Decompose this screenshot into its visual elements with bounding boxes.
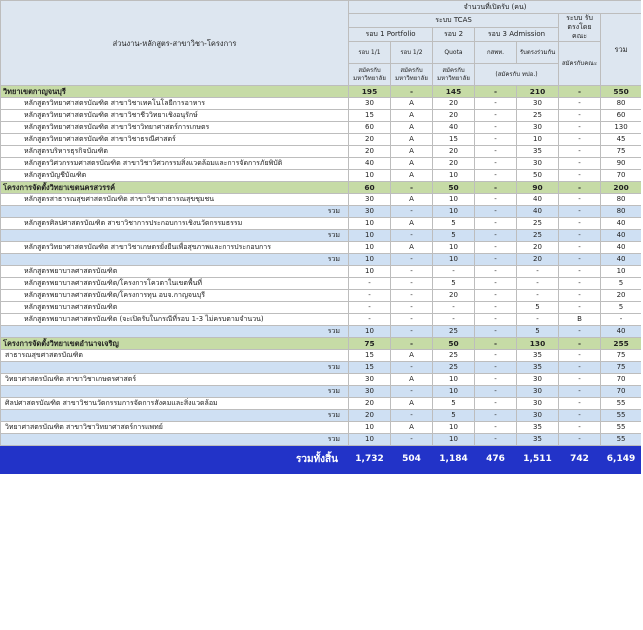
value-cell: 20 <box>433 146 475 158</box>
value-cell: - <box>559 170 601 182</box>
value-cell: A <box>391 194 433 206</box>
table-row <box>1 242 642 254</box>
value-cell: - <box>559 110 601 122</box>
value-cell: 10 <box>433 254 475 266</box>
value-cell: 30 <box>349 206 391 218</box>
header-r1-2: รอบ 1/2 <box>391 42 433 64</box>
value-cell: - <box>559 326 601 338</box>
value-cell: 5 <box>433 230 475 242</box>
header-left-title: ส่วนงาน-หลักสูตร-สาขาวิชา-โครงการ <box>1 1 349 86</box>
value-cell: 5 <box>433 410 475 422</box>
value-cell: - <box>559 242 601 254</box>
value-cell: 30 <box>517 374 559 386</box>
value-cell: - <box>559 218 601 230</box>
value-cell: - <box>559 266 601 278</box>
value-cell: A <box>391 398 433 410</box>
value-cell: - <box>391 182 433 194</box>
value-cell: 25 <box>433 326 475 338</box>
value-cell: - <box>559 146 601 158</box>
value-cell: 40 <box>601 254 642 266</box>
value-cell: 90 <box>517 182 559 194</box>
value-cell: - <box>559 422 601 434</box>
program-label: หลักสูตรวิทยาศาสตรบัณฑิต สาขาวิชาชีววิทยาเชิงอนุรักษ์ <box>1 110 349 122</box>
value-cell: 40 <box>601 218 642 230</box>
value-cell: 20 <box>349 398 391 410</box>
table-row <box>1 170 642 182</box>
value-cell: 10 <box>349 326 391 338</box>
value-cell: - <box>559 434 601 446</box>
table-row <box>1 98 642 110</box>
value-cell: - <box>475 218 517 230</box>
value-cell: 5 <box>601 302 642 314</box>
header-r1-1: รอบ 1/1 <box>349 42 391 64</box>
value-cell: - <box>433 302 475 314</box>
value-cell: - <box>559 206 601 218</box>
program-label: หลักสูตรวิทยาศาสตรบัณฑิต สาขาวิชาเทคโนโลยีการอาหาร <box>1 98 349 110</box>
value-cell: 30 <box>349 194 391 206</box>
value-cell: 80 <box>601 194 642 206</box>
value-cell: - <box>391 86 433 98</box>
value-cell: - <box>475 194 517 206</box>
value-cell: 50 <box>517 170 559 182</box>
value-cell: 10 <box>433 374 475 386</box>
program-label: หลักสูตรพยาบาลศาสตรบัณฑิต/โครงการทุน อบจ.กาญจนบุรี <box>1 290 349 302</box>
value-cell: 55 <box>601 434 642 446</box>
value-cell: 25 <box>517 218 559 230</box>
value-cell: 60 <box>601 110 642 122</box>
program-label: ศิลปศาสตรบัณฑิต สาขาวิชานวัตกรรมการจัดการสังคมและสิ่งแวดล้อม <box>1 398 349 410</box>
value-cell: 20 <box>601 290 642 302</box>
value-cell: - <box>391 326 433 338</box>
value-cell: - <box>475 98 517 110</box>
value-cell: 145 <box>433 86 475 98</box>
value-cell: 35 <box>517 146 559 158</box>
program-label: หลักสูตรวิทยาศาสตรบัณฑิต สาขาวิชาธรณีศาสตร์ <box>1 134 349 146</box>
header-apply-tpo: (สมัครกับ ทปอ.) <box>475 64 559 86</box>
value-cell: - <box>601 314 642 326</box>
value-cell: - <box>517 314 559 326</box>
value-cell: 5 <box>433 278 475 290</box>
section-row <box>1 338 642 350</box>
value-cell: - <box>475 158 517 170</box>
value-cell: 50 <box>433 338 475 350</box>
value-cell: - <box>475 230 517 242</box>
value-cell: - <box>559 362 601 374</box>
value-cell: 20 <box>349 146 391 158</box>
value-cell: 20 <box>433 110 475 122</box>
value-cell: 5 <box>433 218 475 230</box>
value-cell: - <box>475 386 517 398</box>
table-row <box>1 290 642 302</box>
value-cell: 40 <box>517 206 559 218</box>
value-cell: - <box>475 86 517 98</box>
value-cell: - <box>475 290 517 302</box>
value-cell: 15 <box>433 134 475 146</box>
program-label: หลักสูตรพยาบาลศาสตรบัณฑิต <box>1 302 349 314</box>
header-round1: รอบ 1 Portfolio <box>349 28 433 42</box>
value-cell: 30 <box>349 386 391 398</box>
value-cell: - <box>475 398 517 410</box>
table-row <box>1 194 642 206</box>
value-cell: 20 <box>433 158 475 170</box>
table-row <box>1 134 642 146</box>
value-cell: - <box>559 302 601 314</box>
value-cell: - <box>559 398 601 410</box>
value-cell: 30 <box>517 386 559 398</box>
value-cell: 55 <box>601 422 642 434</box>
value-cell: - <box>433 314 475 326</box>
value-cell: - <box>559 374 601 386</box>
value-cell: 10 <box>433 206 475 218</box>
program-label: สาธารณสุขศาสตรบัณฑิต <box>1 350 349 362</box>
value-cell: - <box>391 314 433 326</box>
value-cell: 10 <box>433 194 475 206</box>
value-cell: 10 <box>349 422 391 434</box>
table-row <box>1 278 642 290</box>
header-tcas: ระบบ TCAS <box>349 14 559 28</box>
value-cell: - <box>391 338 433 350</box>
value-cell: 40 <box>433 122 475 134</box>
value-cell: - <box>475 362 517 374</box>
value-cell: 10 <box>349 218 391 230</box>
value-cell: - <box>559 86 601 98</box>
value-cell: - <box>391 434 433 446</box>
value-cell: 30 <box>517 398 559 410</box>
subtotal-label: รวม <box>1 410 349 422</box>
value-cell: - <box>475 434 517 446</box>
value-cell: 80 <box>601 206 642 218</box>
value-cell: 40 <box>349 158 391 170</box>
table-row <box>1 350 642 362</box>
value-cell: - <box>559 134 601 146</box>
table-row <box>1 218 642 230</box>
value-cell: - <box>475 182 517 194</box>
value-cell: - <box>475 350 517 362</box>
value-cell: 60 <box>349 122 391 134</box>
value-cell: 30 <box>349 98 391 110</box>
value-cell: 10 <box>349 230 391 242</box>
value-cell: - <box>559 290 601 302</box>
value-cell: A <box>391 242 433 254</box>
grand-total-label: รวมทั้งสิ้น <box>1 446 349 474</box>
value-cell: 10 <box>433 422 475 434</box>
value-cell: - <box>475 134 517 146</box>
table-row <box>1 158 642 170</box>
value-cell: - <box>391 302 433 314</box>
value-cell: A <box>391 134 433 146</box>
value-cell: - <box>559 338 601 350</box>
section-label: โครงการจัดตั้งวิทยาเขตนครสวรรค์ <box>1 182 349 194</box>
header-quota: Quota <box>433 42 475 64</box>
value-cell: 35 <box>517 434 559 446</box>
value-cell: - <box>475 326 517 338</box>
subtotal-row <box>1 230 642 242</box>
value-cell: 25 <box>433 350 475 362</box>
value-cell: 200 <box>601 182 642 194</box>
value-cell: - <box>349 290 391 302</box>
value-cell: 5 <box>601 278 642 290</box>
subtotal-row <box>1 254 642 266</box>
program-label: หลักสูตรวิทยาศาสตรบัณฑิต สาขาวิชาเกษตรยั่งยืนเพื่อสุขภาพและการประกอบการ <box>1 242 349 254</box>
value-cell: - <box>475 170 517 182</box>
value-cell: - <box>475 146 517 158</box>
value-cell: 10 <box>349 242 391 254</box>
value-cell: - <box>559 194 601 206</box>
header-apply-uni-1: สมัครกับมหาวิทยาลัย <box>349 64 391 86</box>
section-label: โครงการจัดตั้งวิทยาเขตอำนาจเจริญ <box>1 338 349 350</box>
program-label: หลักสูตรพยาบาลศาสตรบัณฑิต <box>1 266 349 278</box>
value-cell: 55 <box>601 410 642 422</box>
value-cell: - <box>475 122 517 134</box>
value-cell: 75 <box>349 338 391 350</box>
value-cell: A <box>391 110 433 122</box>
program-label: หลักสูตรศิลปศาสตรบัณฑิต สาขาวิชาการประกอบการเชิงนวัตกรรมธรรม <box>1 218 349 230</box>
value-cell: 60 <box>349 182 391 194</box>
value-cell: - <box>391 278 433 290</box>
value-cell: - <box>559 122 601 134</box>
grand-total-cell: 504 <box>391 446 433 474</box>
subtotal-label: รวม <box>1 386 349 398</box>
value-cell: - <box>475 302 517 314</box>
grand-total-cell: 476 <box>475 446 517 474</box>
subtotal-label: รวม <box>1 206 349 218</box>
program-label: หลักสูตรสาธารณสุขศาสตรบัณฑิต สาขาวิชาสาธารณสุขชุมชน <box>1 194 349 206</box>
value-cell: 30 <box>517 122 559 134</box>
table-row <box>1 266 642 278</box>
header-total: รวม <box>601 14 642 86</box>
value-cell: A <box>391 374 433 386</box>
value-cell: 30 <box>517 98 559 110</box>
value-cell: 10 <box>349 254 391 266</box>
value-cell: - <box>475 266 517 278</box>
value-cell: - <box>391 290 433 302</box>
subtotal-label: รวม <box>1 326 349 338</box>
value-cell: - <box>559 350 601 362</box>
section-row <box>1 86 642 98</box>
value-cell: - <box>391 230 433 242</box>
value-cell: - <box>391 206 433 218</box>
subtotal-row <box>1 410 642 422</box>
value-cell: 5 <box>433 398 475 410</box>
value-cell: - <box>475 374 517 386</box>
value-cell: 35 <box>517 362 559 374</box>
subtotal-row <box>1 326 642 338</box>
grand-total-cell: 1,184 <box>433 446 475 474</box>
header-kspt: กสพท. <box>475 42 517 64</box>
value-cell: A <box>391 350 433 362</box>
value-cell: A <box>391 98 433 110</box>
value-cell: - <box>475 338 517 350</box>
value-cell: - <box>349 314 391 326</box>
value-cell: - <box>475 110 517 122</box>
program-label: วิทยาศาสตรบัณฑิต สาขาวิชาวิทยาศาสตร์การแพทย์ <box>1 422 349 434</box>
value-cell: 20 <box>517 254 559 266</box>
program-label: หลักสูตรวิทยาศาสตรบัณฑิต สาขาวิชาวิทยาศาสตร์การเกษตร <box>1 122 349 134</box>
value-cell: 70 <box>601 374 642 386</box>
value-cell: - <box>475 314 517 326</box>
value-cell: 15 <box>349 350 391 362</box>
value-cell: - <box>559 230 601 242</box>
value-cell: 10 <box>349 170 391 182</box>
value-cell: - <box>559 278 601 290</box>
table-row <box>1 110 642 122</box>
subtotal-row <box>1 386 642 398</box>
value-cell: A <box>391 170 433 182</box>
value-cell: 75 <box>601 362 642 374</box>
subtotal-label: รวม <box>1 230 349 242</box>
table-row <box>1 422 642 434</box>
value-cell: 50 <box>433 182 475 194</box>
program-label: หลักสูตรบัญชีบัณฑิต <box>1 170 349 182</box>
header-apply-uni-2: สมัครกับมหาวิทยาลัย <box>391 64 433 86</box>
value-cell: 25 <box>517 230 559 242</box>
value-cell: - <box>391 362 433 374</box>
value-cell: - <box>475 254 517 266</box>
subtotal-row <box>1 434 642 446</box>
value-cell: 75 <box>601 146 642 158</box>
value-cell: 15 <box>349 362 391 374</box>
value-cell: 130 <box>517 338 559 350</box>
value-cell: 15 <box>349 110 391 122</box>
value-cell: 70 <box>601 386 642 398</box>
value-cell: 75 <box>601 350 642 362</box>
value-cell: - <box>475 242 517 254</box>
value-cell: 40 <box>601 242 642 254</box>
header-joint: รับตรงร่วมกัน <box>517 42 559 64</box>
value-cell: - <box>475 278 517 290</box>
value-cell: - <box>559 386 601 398</box>
value-cell: 30 <box>349 374 391 386</box>
value-cell: - <box>559 254 601 266</box>
value-cell: - <box>475 410 517 422</box>
value-cell: 30 <box>517 158 559 170</box>
value-cell: - <box>559 410 601 422</box>
value-cell: 55 <box>601 398 642 410</box>
subtotal-row <box>1 362 642 374</box>
value-cell: - <box>475 422 517 434</box>
value-cell: - <box>391 254 433 266</box>
value-cell: 40 <box>517 194 559 206</box>
value-cell: 10 <box>433 170 475 182</box>
value-cell: A <box>391 122 433 134</box>
table-row <box>1 122 642 134</box>
subtotal-row <box>1 206 642 218</box>
value-cell: 90 <box>601 158 642 170</box>
value-cell: 10 <box>433 386 475 398</box>
value-cell: 5 <box>517 326 559 338</box>
value-cell: 20 <box>433 290 475 302</box>
value-cell: - <box>391 410 433 422</box>
value-cell: - <box>559 98 601 110</box>
value-cell: 20 <box>349 134 391 146</box>
value-cell: - <box>391 386 433 398</box>
value-cell: B <box>559 314 601 326</box>
table-row <box>1 146 642 158</box>
table-row <box>1 398 642 410</box>
value-cell: 35 <box>517 422 559 434</box>
header-round3: รอบ 3 Admission <box>475 28 559 42</box>
program-label: หลักสูตรพยาบาลศาสตรบัณฑิต (จะเปิดรับในกรณีที่รอบ 1-3 ไม่ครบตามจำนวน) <box>1 314 349 326</box>
value-cell: 550 <box>601 86 642 98</box>
value-cell: 20 <box>349 410 391 422</box>
value-cell: 35 <box>517 350 559 362</box>
value-cell: - <box>475 206 517 218</box>
value-cell: 10 <box>433 434 475 446</box>
value-cell: A <box>391 146 433 158</box>
program-label: หลักสูตรพยาบาลศาสตรบัณฑิต/โครงการโควตาในเขตพื้นที่ <box>1 278 349 290</box>
value-cell: 210 <box>517 86 559 98</box>
value-cell: 255 <box>601 338 642 350</box>
program-label: หลักสูตรวิศวกรรมศาสตรบัณฑิต สาขาวิชาวิศวกรรมสิ่งแวดล้อมและการจัดการภัยพิบัติ <box>1 158 349 170</box>
grand-total-row <box>1 446 642 474</box>
grand-total-cell: 742 <box>559 446 601 474</box>
table-row <box>1 314 642 326</box>
value-cell: - <box>517 266 559 278</box>
table-row <box>1 302 642 314</box>
header-apply-uni-3: สมัครกับมหาวิทยาลัย <box>433 64 475 86</box>
value-cell: 10 <box>433 242 475 254</box>
program-label: วิทยาศาสตรบัณฑิต สาขาวิชาเกษตรศาสตร์ <box>1 374 349 386</box>
grand-total-cell: 1,732 <box>349 446 391 474</box>
value-cell: 5 <box>517 302 559 314</box>
section-label: วิทยาเขตกาญจนบุรี <box>1 86 349 98</box>
value-cell: - <box>559 182 601 194</box>
value-cell: 70 <box>601 170 642 182</box>
value-cell: 10 <box>517 134 559 146</box>
program-label: หลักสูตรบริหารธุรกิจบัณฑิต <box>1 146 349 158</box>
value-cell: 195 <box>349 86 391 98</box>
value-cell: 25 <box>517 110 559 122</box>
value-cell: A <box>391 158 433 170</box>
value-cell: - <box>517 290 559 302</box>
value-cell: 30 <box>517 410 559 422</box>
header-direct: ระบบ รับตรงโดยคณะ <box>559 14 601 42</box>
value-cell: - <box>349 278 391 290</box>
grand-total-cell: 1,511 <box>517 446 559 474</box>
subtotal-label: รวม <box>1 362 349 374</box>
subtotal-label: รวม <box>1 254 349 266</box>
header-top: จำนวนที่เปิดรับ (คน) <box>349 1 642 14</box>
value-cell: 10 <box>601 266 642 278</box>
header-round2: รอบ 2 <box>433 28 475 42</box>
subtotal-label: รวม <box>1 434 349 446</box>
table-row <box>1 374 642 386</box>
value-cell: 20 <box>517 242 559 254</box>
table-body <box>1 86 642 446</box>
value-cell: 25 <box>433 362 475 374</box>
value-cell: 45 <box>601 134 642 146</box>
table-header <box>1 1 642 86</box>
section-row <box>1 182 642 194</box>
value-cell: A <box>391 218 433 230</box>
value-cell: 40 <box>601 230 642 242</box>
value-cell: 20 <box>433 98 475 110</box>
value-cell: 130 <box>601 122 642 134</box>
value-cell: 10 <box>349 266 391 278</box>
value-cell: 80 <box>601 98 642 110</box>
header-apply-fac: สมัครกับคณะ <box>559 42 601 86</box>
value-cell: - <box>517 278 559 290</box>
value-cell: A <box>391 422 433 434</box>
value-cell: - <box>391 266 433 278</box>
value-cell: 40 <box>601 326 642 338</box>
grand-total-cell: 6,149 <box>601 446 642 474</box>
value-cell: - <box>433 266 475 278</box>
value-cell: 10 <box>349 434 391 446</box>
value-cell: - <box>559 158 601 170</box>
value-cell: - <box>349 302 391 314</box>
